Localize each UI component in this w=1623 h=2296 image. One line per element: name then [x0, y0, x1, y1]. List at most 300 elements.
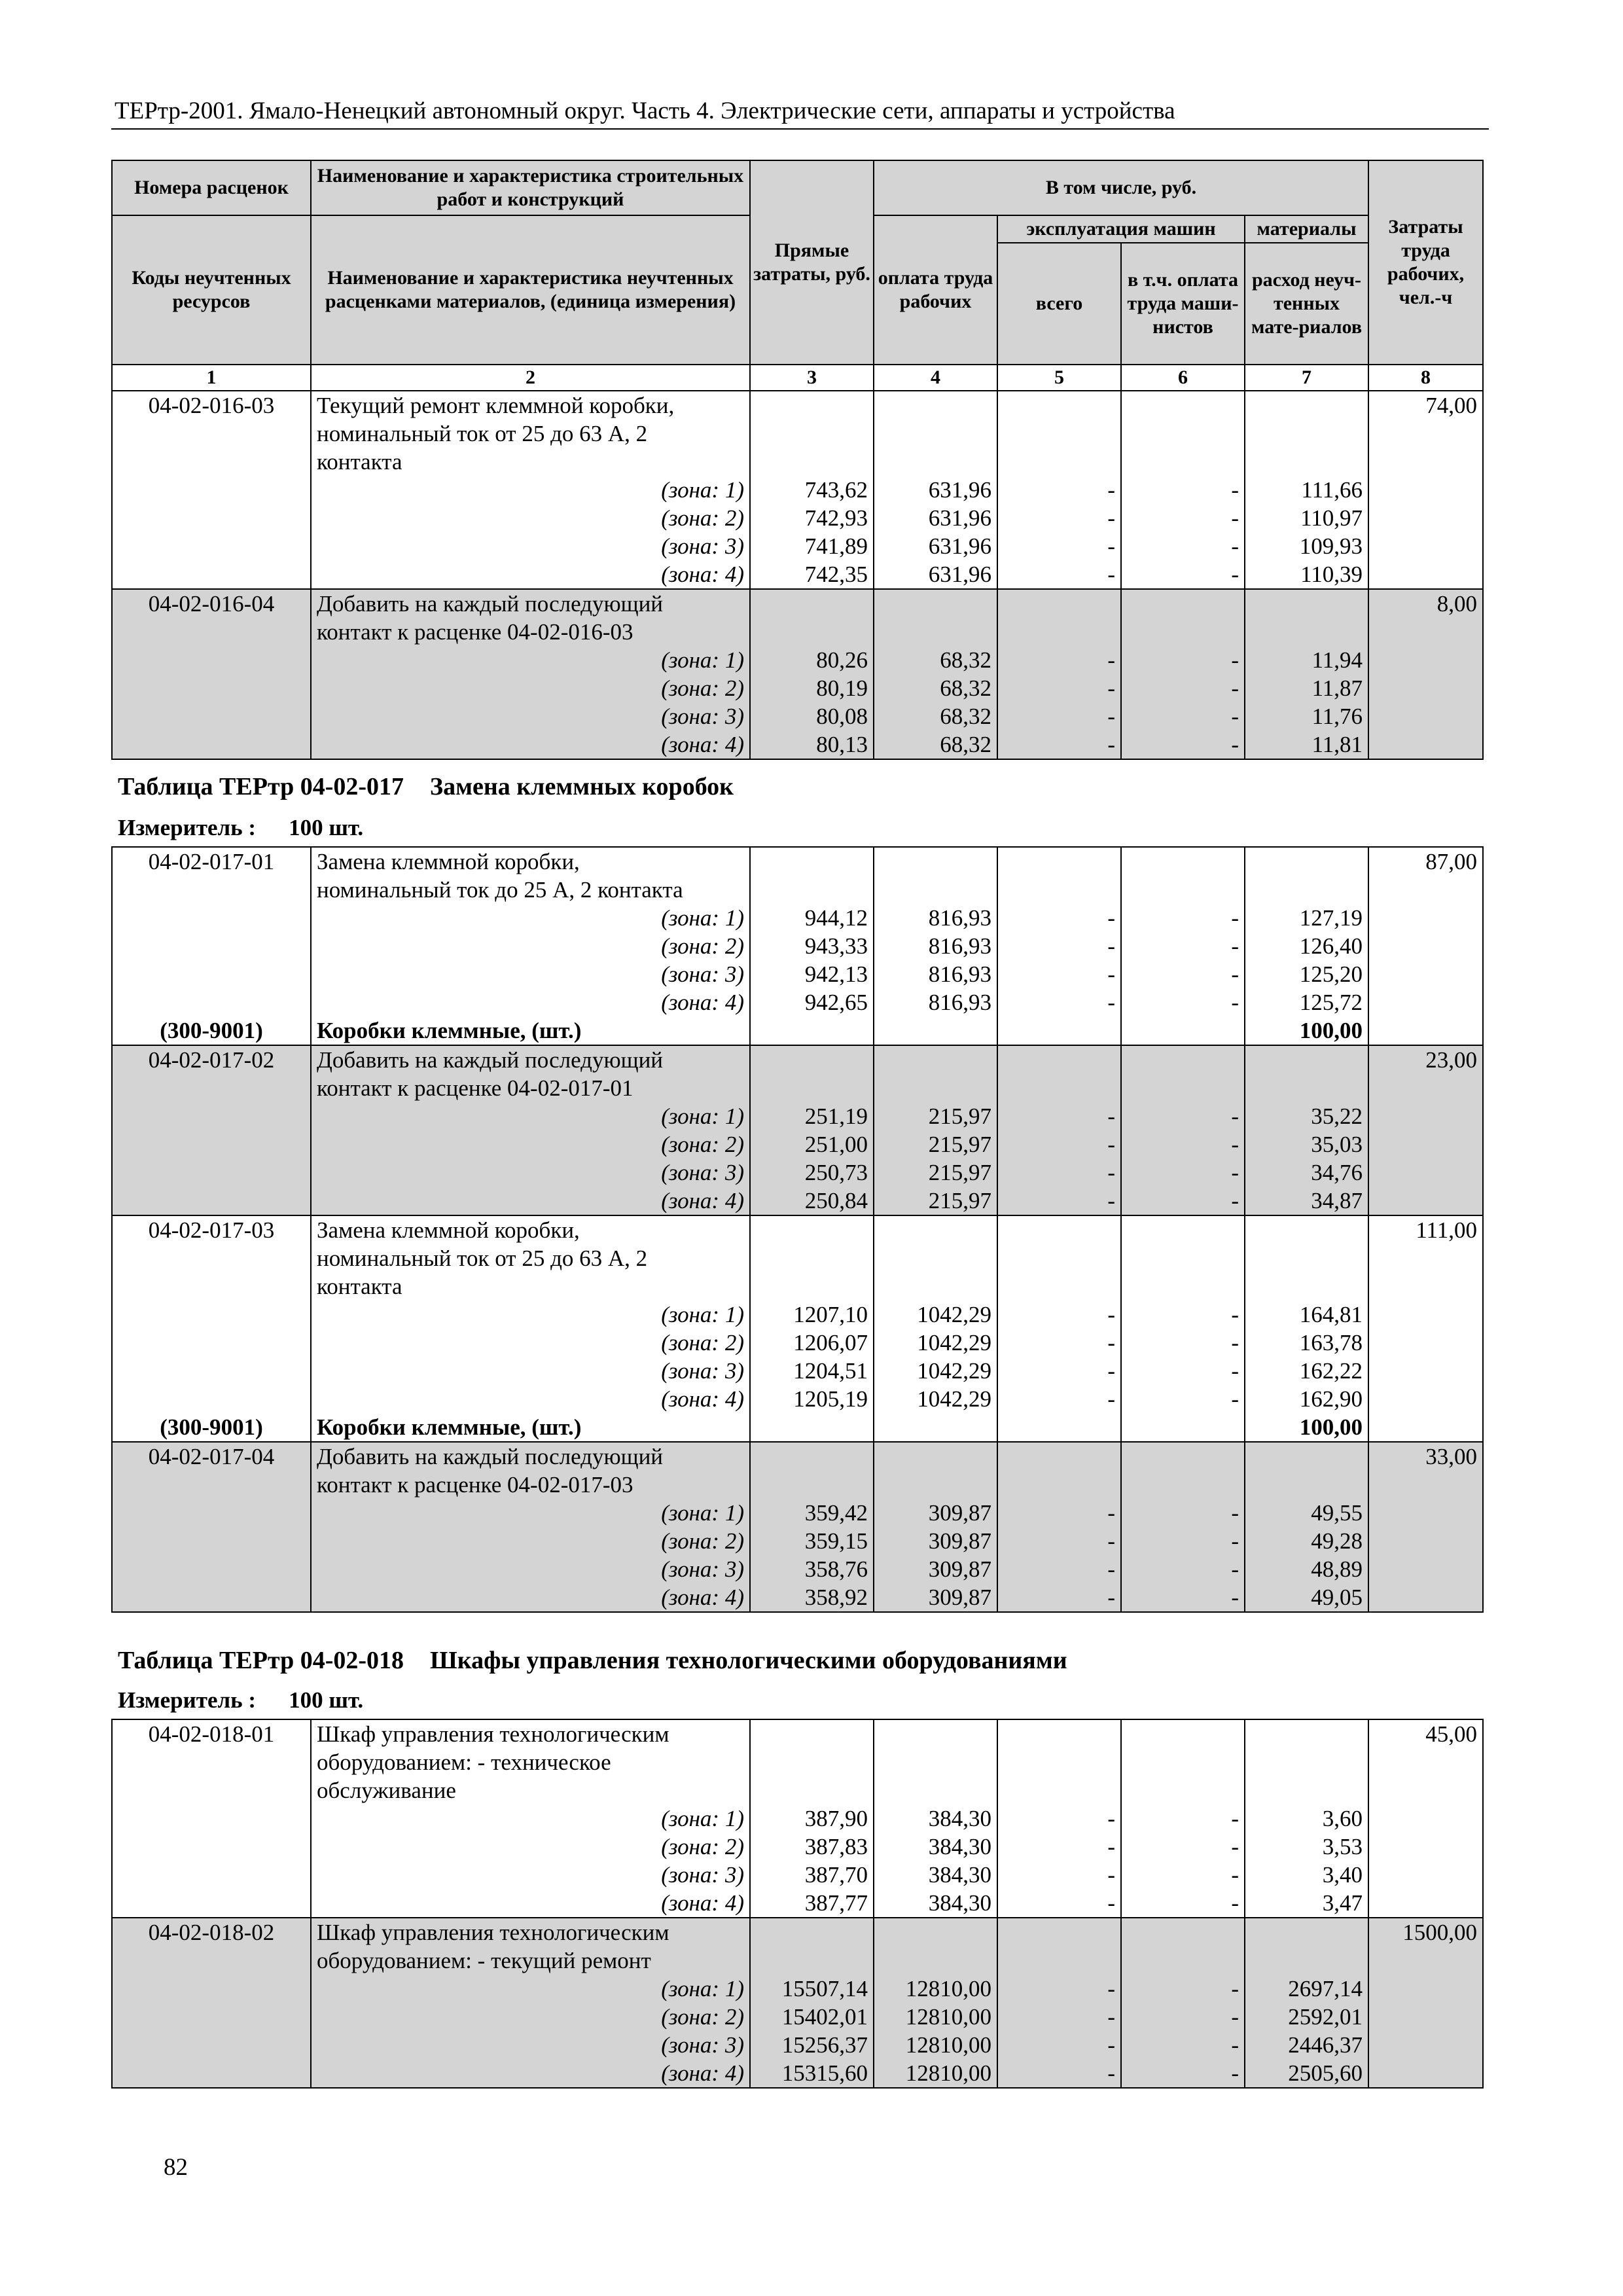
empty-cell	[1121, 847, 1245, 876]
operator-wages: -	[1121, 1499, 1245, 1527]
worker-wages: 12810,00	[874, 2003, 997, 2031]
materials-cost: 126,40	[1245, 932, 1368, 960]
empty-cell	[874, 1272, 997, 1300]
empty-cell	[1368, 646, 1483, 674]
empty-cell	[1368, 1357, 1483, 1385]
empty-cell	[874, 1471, 997, 1499]
empty-cell	[1245, 1074, 1368, 1102]
empty-cell	[112, 876, 311, 904]
empty-cell	[1368, 1975, 1483, 2003]
empty-cell	[1121, 1244, 1245, 1272]
materials-cost: 2505,60	[1245, 2059, 1368, 2088]
materials-cost: 3,40	[1245, 1861, 1368, 1889]
empty-cell	[112, 730, 311, 759]
machines-total: -	[997, 2003, 1121, 2031]
operator-wages: -	[1121, 1583, 1245, 1612]
col-header-material-name: Наименование и характеристика неучтенных расценками материалов, (единица измерения)	[311, 215, 750, 365]
operator-wages: -	[1121, 1889, 1245, 1918]
machines-total: -	[997, 1804, 1121, 1833]
direct-costs: 942,65	[750, 988, 874, 1016]
zone-label: (зона: 4)	[311, 2059, 750, 2088]
machines-total: -	[997, 1385, 1121, 1413]
machines-total: -	[997, 560, 1121, 589]
machines-total: -	[997, 904, 1121, 932]
direct-costs: 358,92	[750, 1583, 874, 1612]
empty-cell	[112, 1499, 311, 1527]
rate-description-line: Шкаф управления технологическим	[311, 1719, 750, 1748]
empty-cell	[750, 618, 874, 646]
empty-cell	[874, 1074, 997, 1102]
rate-desc-row	[112, 1719, 1483, 1748]
rate-description-line: контакта	[311, 448, 750, 476]
empty-cell	[1245, 1471, 1368, 1499]
labor-costs: 87,00	[1368, 847, 1483, 876]
empty-cell	[1121, 391, 1245, 420]
rate-description-line: номинальный ток от 25 до 63 А, 2	[311, 1244, 750, 1272]
empty-cell	[112, 1776, 311, 1804]
empty-cell	[1121, 1016, 1245, 1045]
worker-wages: 631,96	[874, 504, 997, 532]
empty-cell	[750, 448, 874, 476]
col-num: 6	[1121, 365, 1245, 391]
direct-costs: 387,90	[750, 1804, 874, 1833]
direct-costs: 742,93	[750, 504, 874, 532]
empty-cell	[1368, 1102, 1483, 1130]
empty-cell	[1245, 876, 1368, 904]
empty-cell	[997, 420, 1121, 448]
empty-cell	[1368, 420, 1483, 448]
zone-row	[112, 960, 1483, 988]
operator-wages: -	[1121, 1102, 1245, 1130]
operator-wages: -	[1121, 2031, 1245, 2059]
materials-cost: 11,76	[1245, 702, 1368, 730]
materials-cost: 3,47	[1245, 1889, 1368, 1918]
worker-wages: 215,97	[874, 1130, 997, 1158]
zone-row	[112, 1499, 1483, 1527]
empty-cell	[1121, 876, 1245, 904]
col-header-materials: материалы	[1245, 215, 1368, 243]
materials-cost: 162,22	[1245, 1357, 1368, 1385]
zone-label: (зона: 4)	[311, 1385, 750, 1413]
zone-row	[112, 1158, 1483, 1187]
empty-cell	[1245, 847, 1368, 876]
empty-cell	[1368, 1776, 1483, 1804]
col-num: 7	[1245, 365, 1368, 391]
rate-code: 04-02-018-01	[112, 1719, 311, 1748]
rate-desc-row	[112, 420, 1483, 448]
empty-cell	[997, 1045, 1121, 1074]
rate-desc-row	[112, 589, 1483, 618]
empty-cell	[1121, 1946, 1245, 1975]
rate-desc-row	[112, 1272, 1483, 1300]
worker-wages: 68,32	[874, 646, 997, 674]
rate-code: 04-02-016-03	[112, 391, 311, 420]
empty-cell	[1368, 960, 1483, 988]
rate-group	[112, 589, 1483, 759]
measure-line-018	[118, 1687, 363, 1713]
empty-cell	[997, 1471, 1121, 1499]
worker-wages: 816,93	[874, 960, 997, 988]
empty-cell	[112, 420, 311, 448]
empty-cell	[112, 2003, 311, 2031]
rate-description-line: контакта	[311, 1272, 750, 1300]
empty-cell	[750, 420, 874, 448]
col-header-machines: эксплуатация машин	[997, 215, 1245, 243]
empty-cell	[112, 1074, 311, 1102]
empty-cell	[997, 1016, 1121, 1045]
empty-cell	[997, 847, 1121, 876]
rates-table-016	[111, 160, 1484, 760]
worker-wages: 816,93	[874, 988, 997, 1016]
zone-row	[112, 988, 1483, 1016]
empty-cell	[874, 1748, 997, 1776]
direct-costs: 741,89	[750, 532, 874, 560]
materials-cost: 2697,14	[1245, 1975, 1368, 2003]
operator-wages: -	[1121, 2003, 1245, 2031]
empty-cell	[750, 847, 874, 876]
empty-cell	[112, 960, 311, 988]
worker-wages: 1042,29	[874, 1385, 997, 1413]
measure-line-017	[118, 815, 363, 841]
col-header-material-consumption: расход неуч-тенных мате-риалов	[1245, 243, 1368, 365]
rate-desc-row	[112, 1244, 1483, 1272]
col-header-machines-total: всего	[997, 243, 1121, 365]
zone-label: (зона: 2)	[311, 504, 750, 532]
empty-cell	[997, 1748, 1121, 1776]
empty-cell	[112, 476, 311, 504]
operator-wages: -	[1121, 1187, 1245, 1215]
materials-cost: 162,90	[1245, 1385, 1368, 1413]
empty-cell	[112, 1804, 311, 1833]
empty-cell	[1368, 876, 1483, 904]
direct-costs: 387,77	[750, 1889, 874, 1918]
empty-cell	[1121, 589, 1245, 618]
empty-cell	[874, 876, 997, 904]
rate-code: 04-02-017-01	[112, 847, 311, 876]
empty-cell	[1121, 1045, 1245, 1074]
rate-desc-row	[112, 1045, 1483, 1074]
rate-code: 04-02-017-03	[112, 1215, 311, 1244]
zone-row	[112, 1861, 1483, 1889]
materials-cost: 125,72	[1245, 988, 1368, 1016]
operator-wages: -	[1121, 1329, 1245, 1357]
rate-description-line: Замена клеммной коробки,	[311, 847, 750, 876]
empty-cell	[874, 847, 997, 876]
empty-cell	[1368, 1499, 1483, 1527]
empty-cell	[1368, 1889, 1483, 1918]
empty-cell	[112, 504, 311, 532]
operator-wages: -	[1121, 674, 1245, 702]
rate-desc-row	[112, 448, 1483, 476]
direct-costs: 387,83	[750, 1833, 874, 1861]
zone-label: (зона: 3)	[311, 1158, 750, 1187]
labor-costs: 23,00	[1368, 1045, 1483, 1074]
materials-cost: 2592,01	[1245, 2003, 1368, 2031]
rate-group	[112, 1442, 1483, 1612]
machines-total: -	[997, 1158, 1121, 1187]
empty-cell	[874, 618, 997, 646]
machines-total: -	[997, 988, 1121, 1016]
empty-cell	[1368, 1016, 1483, 1045]
empty-cell	[1121, 1471, 1245, 1499]
empty-cell	[874, 1016, 997, 1045]
empty-cell	[1368, 674, 1483, 702]
machines-total: -	[997, 674, 1121, 702]
machines-total: -	[997, 1357, 1121, 1385]
empty-cell	[112, 1244, 311, 1272]
empty-cell	[750, 1215, 874, 1244]
rate-desc-row	[112, 876, 1483, 904]
materials-cost: 2446,37	[1245, 2031, 1368, 2059]
zone-label: (зона: 4)	[311, 988, 750, 1016]
worker-wages: 384,30	[874, 1804, 997, 1833]
direct-costs: 943,33	[750, 932, 874, 960]
empty-cell	[997, 448, 1121, 476]
empty-cell	[112, 1833, 311, 1861]
labor-costs: 33,00	[1368, 1442, 1483, 1471]
worker-wages: 631,96	[874, 476, 997, 504]
empty-cell	[997, 1719, 1121, 1748]
rate-group	[112, 1918, 1483, 2088]
direct-costs: 250,84	[750, 1187, 874, 1215]
machines-total: -	[997, 1833, 1121, 1861]
worker-wages: 68,32	[874, 674, 997, 702]
col-num: 3	[750, 365, 874, 391]
zone-row	[112, 1975, 1483, 2003]
zone-label: (зона: 3)	[311, 960, 750, 988]
empty-cell	[874, 1045, 997, 1074]
zone-label: (зона: 3)	[311, 532, 750, 560]
zone-row	[112, 1385, 1483, 1413]
machines-total: -	[997, 2031, 1121, 2059]
rate-description-line: контакт к расценке 04-02-017-03	[311, 1471, 750, 1499]
labor-costs: 111,00	[1368, 1215, 1483, 1244]
unaccounted-resource-row	[112, 1413, 1483, 1442]
machines-total: -	[997, 504, 1121, 532]
zone-label: (зона: 2)	[311, 2003, 750, 2031]
rate-code: 04-02-017-02	[112, 1045, 311, 1074]
empty-cell	[112, 904, 311, 932]
worker-wages: 309,87	[874, 1583, 997, 1612]
rate-group	[112, 1215, 1483, 1442]
machines-total: -	[997, 1527, 1121, 1555]
empty-cell	[750, 1016, 874, 1045]
empty-cell	[874, 1215, 997, 1244]
empty-cell	[997, 589, 1121, 618]
empty-cell	[874, 1918, 997, 1946]
operator-wages: -	[1121, 476, 1245, 504]
direct-costs: 251,00	[750, 1130, 874, 1158]
rate-description-line: Добавить на каждый последующий	[311, 1442, 750, 1471]
materials-cost: 11,81	[1245, 730, 1368, 759]
empty-cell	[750, 1748, 874, 1776]
empty-cell	[1368, 1272, 1483, 1300]
rate-desc-row	[112, 1946, 1483, 1975]
empty-cell	[1368, 1244, 1483, 1272]
rate-code: 04-02-018-02	[112, 1918, 311, 1946]
empty-cell	[112, 1748, 311, 1776]
materials-cost: 11,94	[1245, 646, 1368, 674]
empty-cell	[874, 448, 997, 476]
zone-label: (зона: 3)	[311, 702, 750, 730]
operator-wages: -	[1121, 730, 1245, 759]
empty-cell	[997, 1442, 1121, 1471]
empty-cell	[1121, 420, 1245, 448]
empty-cell	[997, 1918, 1121, 1946]
empty-cell	[112, 674, 311, 702]
direct-costs: 1204,51	[750, 1357, 874, 1385]
labor-costs: 74,00	[1368, 391, 1483, 420]
empty-cell	[1121, 618, 1245, 646]
rate-desc-row	[112, 1776, 1483, 1804]
machines-total: -	[997, 1861, 1121, 1889]
empty-cell	[1245, 1719, 1368, 1748]
empty-cell	[1368, 448, 1483, 476]
empty-cell	[997, 876, 1121, 904]
direct-costs: 15507,14	[750, 1975, 874, 2003]
col-header-including: В том числе, руб.	[874, 160, 1368, 215]
col-num: 8	[1368, 365, 1483, 391]
operator-wages: -	[1121, 988, 1245, 1016]
empty-cell	[112, 448, 311, 476]
empty-cell	[1368, 702, 1483, 730]
empty-cell	[1121, 1748, 1245, 1776]
empty-cell	[112, 1385, 311, 1413]
empty-cell	[997, 1074, 1121, 1102]
direct-costs: 358,76	[750, 1555, 874, 1583]
empty-cell	[997, 1244, 1121, 1272]
materials-cost: 3,60	[1245, 1804, 1368, 1833]
operator-wages: -	[1121, 1555, 1245, 1583]
materials-cost: 35,03	[1245, 1130, 1368, 1158]
materials-cost: 111,66	[1245, 476, 1368, 504]
direct-costs: 15402,01	[750, 2003, 874, 2031]
empty-cell	[1121, 1776, 1245, 1804]
worker-wages: 68,32	[874, 730, 997, 759]
empty-cell	[1121, 1413, 1245, 1442]
empty-cell	[997, 1215, 1121, 1244]
zone-row	[112, 1889, 1483, 1918]
operator-wages: -	[1121, 504, 1245, 532]
worker-wages: 384,30	[874, 1861, 997, 1889]
empty-cell	[112, 1158, 311, 1187]
machines-total: -	[997, 702, 1121, 730]
table-column-header	[112, 160, 1483, 391]
worker-wages: 309,87	[874, 1527, 997, 1555]
worker-wages: 384,30	[874, 1889, 997, 1918]
operator-wages: -	[1121, 560, 1245, 589]
empty-cell	[750, 1413, 874, 1442]
rate-description-line: номинальный ток от 25 до 63 А, 2	[311, 420, 750, 448]
direct-costs: 1205,19	[750, 1385, 874, 1413]
zone-row	[112, 1833, 1483, 1861]
machines-total: -	[997, 1555, 1121, 1583]
measure-value: 100 шт.	[289, 815, 364, 840]
empty-cell	[1368, 618, 1483, 646]
zone-label: (зона: 3)	[311, 2031, 750, 2059]
zone-label: (зона: 1)	[311, 476, 750, 504]
empty-cell	[1245, 420, 1368, 448]
direct-costs: 743,62	[750, 476, 874, 504]
empty-cell	[874, 1946, 997, 1975]
worker-wages: 816,93	[874, 932, 997, 960]
materials-cost: 110,39	[1245, 560, 1368, 589]
empty-cell	[997, 1776, 1121, 1804]
col-num: 4	[874, 365, 997, 391]
worker-wages: 631,96	[874, 532, 997, 560]
zone-row	[112, 904, 1483, 932]
rate-description-line: оборудованием: - текущий ремонт	[311, 1946, 750, 1975]
col-header-resource-codes: Коды неучтенных ресурсов	[112, 215, 311, 365]
worker-wages: 68,32	[874, 702, 997, 730]
empty-cell	[112, 1357, 311, 1385]
empty-cell	[1368, 1385, 1483, 1413]
resource-name: Коробки клеммные, (шт.)	[311, 1016, 750, 1045]
zone-row	[112, 730, 1483, 759]
zone-row	[112, 1804, 1483, 1833]
materials-cost: 35,22	[1245, 1102, 1368, 1130]
materials-cost: 3,53	[1245, 1833, 1368, 1861]
empty-cell	[1121, 1442, 1245, 1471]
resource-code: (300-9001)	[112, 1413, 311, 1442]
empty-cell	[1245, 1776, 1368, 1804]
empty-cell	[1121, 1719, 1245, 1748]
zone-label: (зона: 1)	[311, 646, 750, 674]
empty-cell	[1245, 1272, 1368, 1300]
zone-row	[112, 532, 1483, 560]
worker-wages: 631,96	[874, 560, 997, 589]
operator-wages: -	[1121, 904, 1245, 932]
empty-cell	[112, 988, 311, 1016]
empty-cell	[1368, 532, 1483, 560]
worker-wages: 215,97	[874, 1187, 997, 1215]
empty-cell	[112, 560, 311, 589]
empty-cell	[750, 1244, 874, 1272]
empty-cell	[750, 876, 874, 904]
materials-cost: 109,93	[1245, 532, 1368, 560]
rate-description-line: Текущий ремонт клеммной коробки,	[311, 391, 750, 420]
empty-cell	[1121, 448, 1245, 476]
empty-cell	[1121, 1918, 1245, 1946]
empty-cell	[1368, 1748, 1483, 1776]
zone-row	[112, 560, 1483, 589]
zone-label: (зона: 2)	[311, 1527, 750, 1555]
col-num: 5	[997, 365, 1121, 391]
rate-description-line: оборудованием: - техническое	[311, 1748, 750, 1776]
direct-costs: 80,08	[750, 702, 874, 730]
machines-total: -	[997, 1187, 1121, 1215]
empty-cell	[1368, 730, 1483, 759]
zone-row	[112, 2003, 1483, 2031]
operator-wages: -	[1121, 960, 1245, 988]
operator-wages: -	[1121, 1975, 1245, 2003]
rate-group	[112, 1719, 1483, 1918]
direct-costs: 80,13	[750, 730, 874, 759]
zone-label: (зона: 2)	[311, 674, 750, 702]
materials-cost: 49,05	[1245, 1583, 1368, 1612]
empty-cell	[1368, 2003, 1483, 2031]
page-number: 82	[164, 2154, 188, 2181]
empty-cell	[112, 702, 311, 730]
empty-cell	[1368, 932, 1483, 960]
materials-cost: 34,87	[1245, 1187, 1368, 1215]
empty-cell	[1368, 1130, 1483, 1158]
operator-wages: -	[1121, 1861, 1245, 1889]
empty-cell	[997, 1413, 1121, 1442]
rate-description-line: контакт к расценке 04-02-016-03	[311, 618, 750, 646]
worker-wages: 12810,00	[874, 2031, 997, 2059]
empty-cell	[874, 589, 997, 618]
